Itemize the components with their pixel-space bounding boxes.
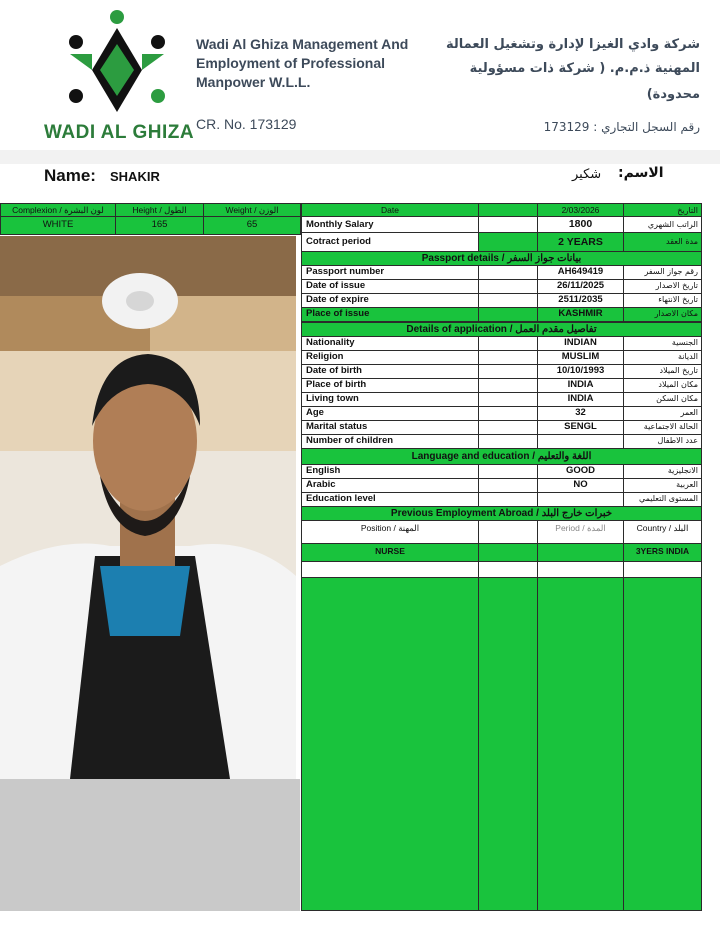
application-row-spacer	[478, 364, 538, 379]
application-row-label-ar: مكان السكن	[623, 392, 702, 407]
cr-number-ar: رقم السجل التجاري : 173129	[543, 120, 700, 134]
passport-row-spacer	[478, 307, 538, 322]
date-label: Date	[301, 203, 479, 217]
passport-row-value: 2511/2035	[537, 293, 624, 308]
passport-row-label-ar: تاريخ الانتهاء	[623, 293, 702, 308]
salary-value: 1800	[537, 216, 624, 233]
application-row-label: Nationality	[301, 336, 479, 351]
weight-header: Weight / الوزن	[203, 203, 301, 217]
blank-col-2	[478, 577, 538, 911]
portrait-image	[0, 236, 296, 779]
header-divider	[0, 150, 720, 164]
application-row-spacer	[478, 336, 538, 351]
application-row-value	[537, 434, 624, 449]
employment-header-spacer	[478, 520, 538, 544]
name-label: Name:	[44, 166, 96, 185]
blank-col-3	[537, 577, 624, 911]
language-row-label: English	[301, 464, 479, 479]
passport-row-label: Date of issue	[301, 279, 479, 294]
application-row-spacer	[478, 392, 538, 407]
date-value: 2/03/2026	[537, 203, 624, 217]
position-header: Position / المهنة	[301, 520, 479, 544]
language-row-spacer	[478, 478, 538, 493]
language-row-spacer	[478, 464, 538, 479]
passport-row-label: Passport number	[301, 265, 479, 280]
language-row-label: Arabic	[301, 478, 479, 493]
name-value-ar: شكير	[572, 167, 602, 182]
application-row-value: 10/10/1993	[537, 364, 624, 379]
application-row-spacer	[478, 434, 538, 449]
application-row-label: Place of birth	[301, 378, 479, 393]
contract-period-label-ar: مدة العقد	[623, 232, 702, 252]
passport-row-spacer	[478, 265, 538, 280]
passport-row-label: Date of expire	[301, 293, 479, 308]
height-header: Height / الطول	[115, 203, 204, 217]
application-row-label: Living town	[301, 392, 479, 407]
language-row-label-ar: الانجليزية	[623, 464, 702, 479]
passport-row-label-ar: مكان الاصدار	[623, 307, 702, 322]
complexion-value: WHITE	[0, 216, 116, 235]
weight-value: 65	[203, 216, 301, 235]
complexion-header: Complexion / لون البشرة	[0, 203, 116, 217]
application-row-value: INDIAN	[537, 336, 624, 351]
salary-label-ar: الراتب الشهري	[623, 216, 702, 233]
language-row-label-ar: المستوى التعليمي	[623, 492, 702, 507]
company-name-en-line3: Manpower W.L.L.	[196, 74, 311, 90]
application-row-value: INDIA	[537, 392, 624, 407]
company-name-en-line2: Employment of Professional	[196, 55, 386, 71]
employment-position: NURSE	[301, 543, 479, 562]
contract-period-spacer	[478, 232, 538, 252]
blank-col-1	[301, 577, 479, 911]
application-row-label: Number of children	[301, 434, 479, 449]
language-row-value	[537, 492, 624, 507]
application-row-label-ar: تاريخ الميلاد	[623, 364, 702, 379]
employment-row-spacer	[478, 543, 538, 562]
applicant-photo	[0, 236, 296, 779]
application-row-label: Age	[301, 406, 479, 421]
logo-emblem-icon	[62, 8, 172, 123]
application-row-label-ar: الحالة الاجتماعية	[623, 420, 702, 435]
passport-section-header: Passport details / بيانات جواز السفر	[301, 251, 702, 266]
application-row-value: INDIA	[537, 378, 624, 393]
employment-empty-row-col2	[478, 561, 538, 578]
passport-row-label-ar: رقم جواز السفر	[623, 265, 702, 280]
passport-row-spacer	[478, 279, 538, 294]
employment-period	[537, 543, 624, 562]
language-row-label-ar: العربية	[623, 478, 702, 493]
passport-row-label-ar: تاريخ الاصدار	[623, 279, 702, 294]
company-name-ar-line2: المهنية ذ.م.م. ( شركة ذات مسؤولية	[469, 61, 700, 76]
passport-row-value: AH649419	[537, 265, 624, 280]
period-header: Period / المدة	[537, 520, 624, 544]
language-row-value: GOOD	[537, 464, 624, 479]
passport-row-value: 26/11/2025	[537, 279, 624, 294]
application-row-label: Religion	[301, 350, 479, 365]
passport-row-value: KASHMIR	[537, 307, 624, 322]
photo-blank-area	[0, 779, 300, 911]
date-spacer	[478, 203, 538, 217]
company-name-en-line1: Wadi Al Ghiza Management And	[196, 36, 409, 52]
employment-section-header: Previous Employment Abroad / خبرات خارج البلد	[301, 506, 702, 521]
language-row-value: NO	[537, 478, 624, 493]
application-row-label-ar: الجنسية	[623, 336, 702, 351]
application-row-label-ar: العمر	[623, 406, 702, 421]
company-logo	[62, 8, 172, 123]
passport-row-spacer	[478, 293, 538, 308]
salary-label: Monthly Salary	[301, 216, 479, 233]
employment-country: 3YERS INDIA	[623, 543, 702, 562]
company-name-ar-line3: محدودة)	[646, 87, 700, 102]
date-label-ar: التاريخ	[623, 203, 702, 217]
salary-spacer	[478, 216, 538, 233]
application-row-label-ar: الديانة	[623, 350, 702, 365]
contract-period-label: Cotract period	[301, 232, 479, 252]
name-value: SHAKIR	[110, 169, 160, 184]
application-row-label: Date of birth	[301, 364, 479, 379]
language-row-spacer	[478, 492, 538, 507]
employment-empty-row-col3	[537, 561, 624, 578]
name-label-ar: الاسم:	[618, 165, 664, 181]
company-name-ar-line1: شركة وادي الغيزا لإدارة وتشغيل العمالة	[445, 37, 700, 52]
application-row-label-ar: عدد الاطفال	[623, 434, 702, 449]
application-section-header: Details of application / تفاصيل مقدم العمل	[301, 322, 702, 337]
blank-col-4	[623, 577, 702, 911]
logo-text: WADI AL GHIZA	[44, 122, 195, 143]
application-row-value: MUSLIM	[537, 350, 624, 365]
language-section-header: Language and education / اللغة والتعليم	[301, 448, 702, 465]
application-row-label: Marital status	[301, 420, 479, 435]
application-row-spacer	[478, 378, 538, 393]
application-row-spacer	[478, 406, 538, 421]
application-row-spacer	[478, 350, 538, 365]
application-row-value: SENGL	[537, 420, 624, 435]
cr-number-en: CR. No. 173129	[196, 116, 297, 132]
application-row-spacer	[478, 420, 538, 435]
application-row-value: 32	[537, 406, 624, 421]
passport-row-label: Place of issue	[301, 307, 479, 322]
country-header: Country / البلد	[623, 520, 702, 544]
height-value: 165	[115, 216, 204, 235]
language-row-label: Education level	[301, 492, 479, 507]
application-row-label-ar: مكان الميلاد	[623, 378, 702, 393]
contract-period-value: 2 YEARS	[537, 232, 624, 252]
